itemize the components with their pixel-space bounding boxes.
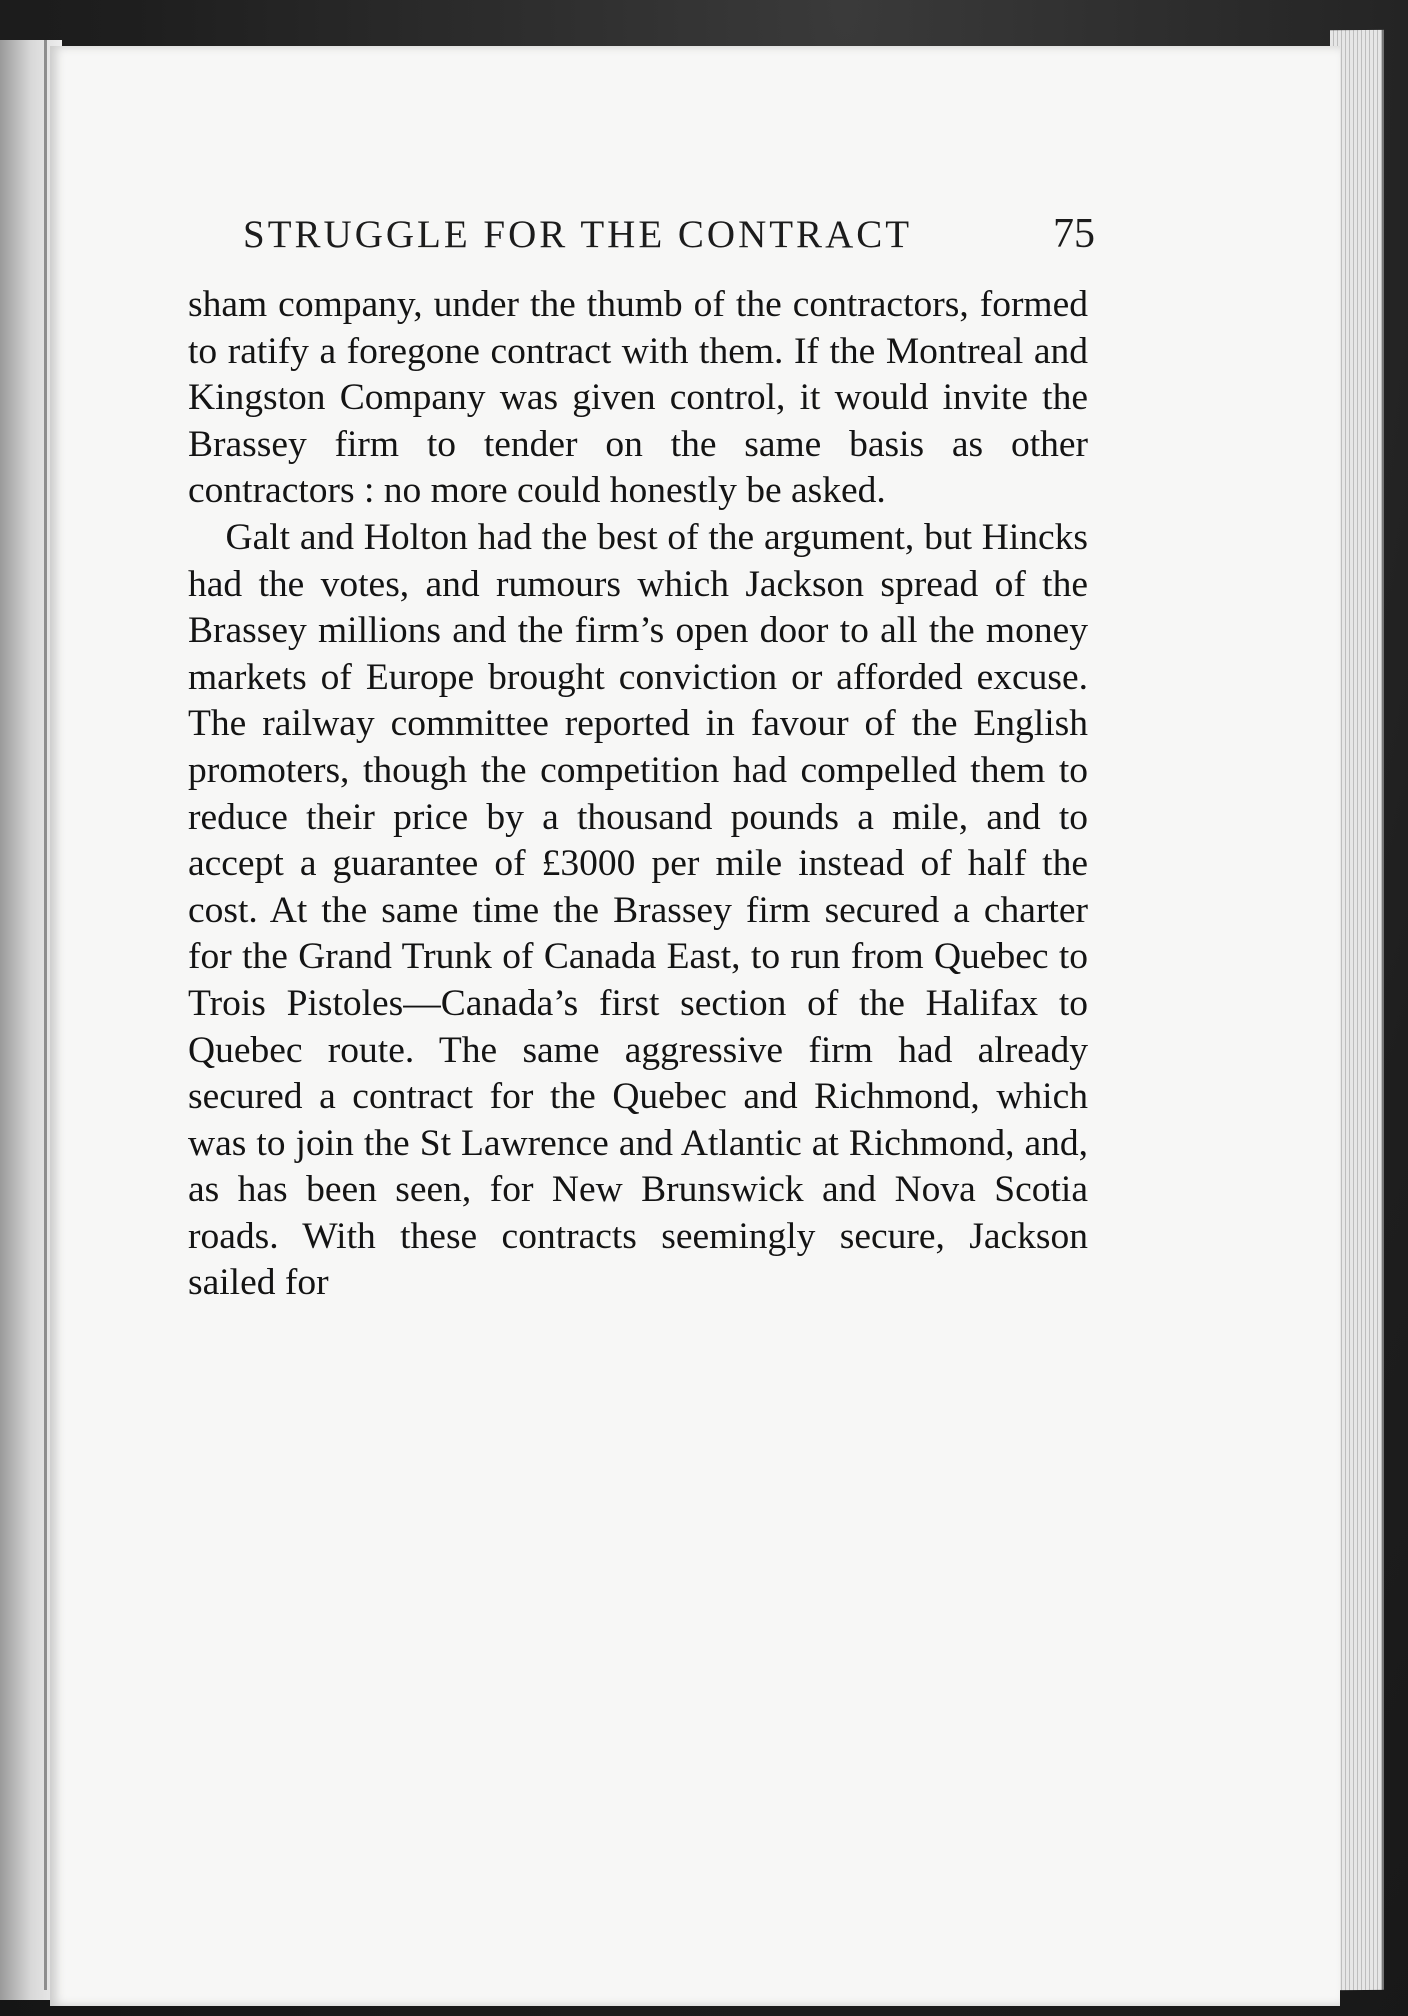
page-number: 75 — [1053, 211, 1095, 257]
running-head — [243, 210, 1095, 258]
paragraph: Galt and Holton had the best of the argument, but Hincks had the votes, and rumours which Jackson spread of the Brassey millions and the firm’s open door to all the money markets of Europe brought conviction or afforded excuse. The railway committee reported in favour of the English promoters, though the competition had compelled them to reduce their price by a thousand pounds a mile, and to accept a guarantee of £3000 per mile instead of half the cost. At the same time the Brassey firm secured a charter for the Grand Trunk of Canada East, to run from Quebec to Trois Pistoles—Canada’s first section of the Halifax to Quebec route. The same aggressive firm had already secured a contract for the Quebec and Richmond, which was to join the St Lawrence and Atlantic at Richmond, and, as has been seen, for New Brunswick and Nova Scotia roads. With these contracts seemingly secure, Jackson sailed for — [188, 516, 1088, 1304]
paragraph: sham company, under the thumb of the contractors, formed to ratify a foregone contract with them. If the Montreal and Kingston Company was given control, it would invite the Brassey firm to tender on the same basis as other contractors : no more could honestly be asked. — [188, 284, 1088, 512]
running-head-title: STRUGGLE FOR THE CONTRACT — [243, 213, 913, 256]
body-text — [188, 282, 1088, 1307]
book-spine-shadow — [44, 40, 47, 1990]
